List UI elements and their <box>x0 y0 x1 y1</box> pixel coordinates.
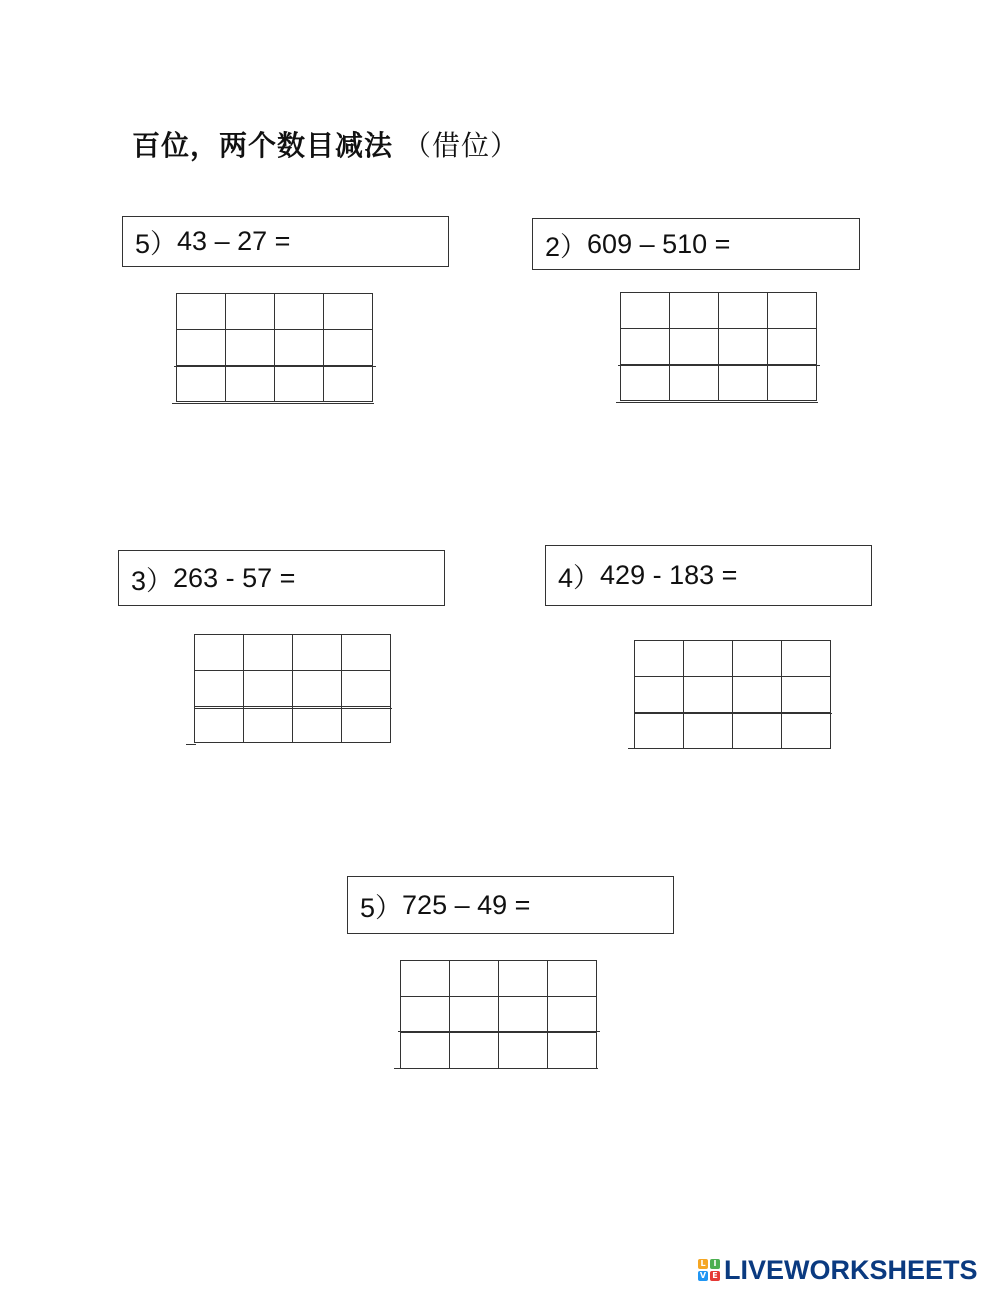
grid-cell[interactable] <box>782 677 831 713</box>
logo-mark-tile: L <box>698 1259 708 1269</box>
answer-line <box>628 748 830 749</box>
grid-cell[interactable] <box>621 365 670 401</box>
grid-cell[interactable] <box>499 997 548 1033</box>
grid-cell[interactable] <box>548 997 597 1033</box>
problem-number: 2） <box>545 231 588 262</box>
grid-cell[interactable] <box>670 329 719 365</box>
answer-line <box>616 402 818 403</box>
problem-number: 4） <box>558 563 601 593</box>
grid-cell[interactable] <box>195 671 244 707</box>
grid-cell[interactable] <box>293 635 342 671</box>
grid-cell[interactable] <box>275 294 324 330</box>
grid-cell[interactable] <box>782 641 831 677</box>
grid-cell[interactable] <box>684 641 733 677</box>
problem-box-4 <box>545 545 872 606</box>
worksheet-title <box>132 124 519 164</box>
grid-cell[interactable] <box>733 641 782 677</box>
grid-cell[interactable] <box>226 366 275 402</box>
answer-grid-3[interactable] <box>194 634 391 743</box>
grid-cell[interactable] <box>768 329 817 365</box>
grid-cell[interactable] <box>342 671 391 707</box>
grid-cell[interactable] <box>548 1033 597 1069</box>
grid-cell[interactable] <box>275 366 324 402</box>
grid-cell[interactable] <box>177 330 226 366</box>
problem-expression: 725 – 49 = <box>402 889 531 920</box>
answer-grid-2[interactable] <box>620 292 817 401</box>
problem-number: 5） <box>360 892 403 923</box>
grid-cell[interactable] <box>450 997 499 1033</box>
grid-cell[interactable] <box>719 329 768 365</box>
answer-line <box>398 1031 600 1032</box>
grid-cell[interactable] <box>195 635 244 671</box>
answer-line <box>172 403 374 404</box>
grid-cell[interactable] <box>621 329 670 365</box>
grid-cell[interactable] <box>401 961 450 997</box>
grid-cell[interactable] <box>768 293 817 329</box>
grid-cell[interactable] <box>324 330 373 366</box>
grid-cell[interactable] <box>635 641 684 677</box>
grid-cell[interactable] <box>401 1033 450 1069</box>
problem-number: 3） <box>131 565 174 596</box>
grid-cell[interactable] <box>177 366 226 402</box>
grid-cell[interactable] <box>275 330 324 366</box>
problem-box-1 <box>122 216 449 267</box>
grid-cell[interactable] <box>635 677 684 713</box>
grid-cell[interactable] <box>195 707 244 743</box>
grid-cell[interactable] <box>670 293 719 329</box>
grid-cell[interactable] <box>684 713 733 749</box>
title-sub: （借位） <box>403 129 520 162</box>
title-main: 百位，两个数目减法 <box>132 129 394 162</box>
grid-cell[interactable] <box>401 997 450 1033</box>
answer-grid-1[interactable] <box>176 293 373 402</box>
grid-cell[interactable] <box>293 707 342 743</box>
grid-cell[interactable] <box>450 961 499 997</box>
grid-cell[interactable] <box>342 707 391 743</box>
grid-cell[interactable] <box>450 1033 499 1069</box>
problem-expression: 429 - 183 = <box>600 560 738 590</box>
grid-cell[interactable] <box>499 1033 548 1069</box>
grid-cell[interactable] <box>684 677 733 713</box>
problem-number: 5） <box>135 229 178 259</box>
grid-cell[interactable] <box>293 671 342 707</box>
logo-mark-tile: I <box>710 1259 720 1269</box>
grid-cell[interactable] <box>244 707 293 743</box>
grid-cell[interactable] <box>244 671 293 707</box>
answer-grid-5[interactable] <box>400 960 597 1069</box>
answer-line <box>186 744 196 745</box>
problem-expression: 43 – 27 = <box>177 226 291 256</box>
grid-cell[interactable] <box>548 961 597 997</box>
answer-line <box>634 713 832 714</box>
grid-cell[interactable] <box>244 635 293 671</box>
answer-line <box>194 708 392 709</box>
answer-line <box>174 366 376 367</box>
grid-cell[interactable] <box>670 365 719 401</box>
grid-cell[interactable] <box>226 330 275 366</box>
problem-expression: 609 – 510 = <box>587 228 731 259</box>
answer-line <box>394 1068 598 1069</box>
grid-cell[interactable] <box>621 293 670 329</box>
logo-mark-tile: E <box>710 1271 720 1281</box>
liveworksheets-logo <box>698 1254 978 1286</box>
problem-box-3 <box>118 550 445 606</box>
problem-expression: 263 - 57 = <box>173 562 296 593</box>
grid-cell[interactable] <box>733 677 782 713</box>
grid-cell[interactable] <box>719 365 768 401</box>
grid-cell[interactable] <box>226 294 275 330</box>
logo-mark-icon <box>698 1259 720 1281</box>
logo-text: LIVEWORKSHEETS <box>724 1254 978 1285</box>
grid-cell[interactable] <box>342 635 391 671</box>
grid-cell[interactable] <box>324 294 373 330</box>
grid-cell[interactable] <box>499 961 548 997</box>
answer-line <box>618 365 820 366</box>
answer-grid-4[interactable] <box>634 640 831 749</box>
grid-cell[interactable] <box>782 713 831 749</box>
problem-box-2 <box>532 218 860 270</box>
grid-cell[interactable] <box>635 713 684 749</box>
grid-cell[interactable] <box>768 365 817 401</box>
grid-cell[interactable] <box>177 294 226 330</box>
grid-cell[interactable] <box>324 366 373 402</box>
grid-cell[interactable] <box>719 293 768 329</box>
problem-box-5 <box>347 876 674 934</box>
logo-mark-tile: V <box>699 1271 707 1280</box>
grid-cell[interactable] <box>733 713 782 749</box>
